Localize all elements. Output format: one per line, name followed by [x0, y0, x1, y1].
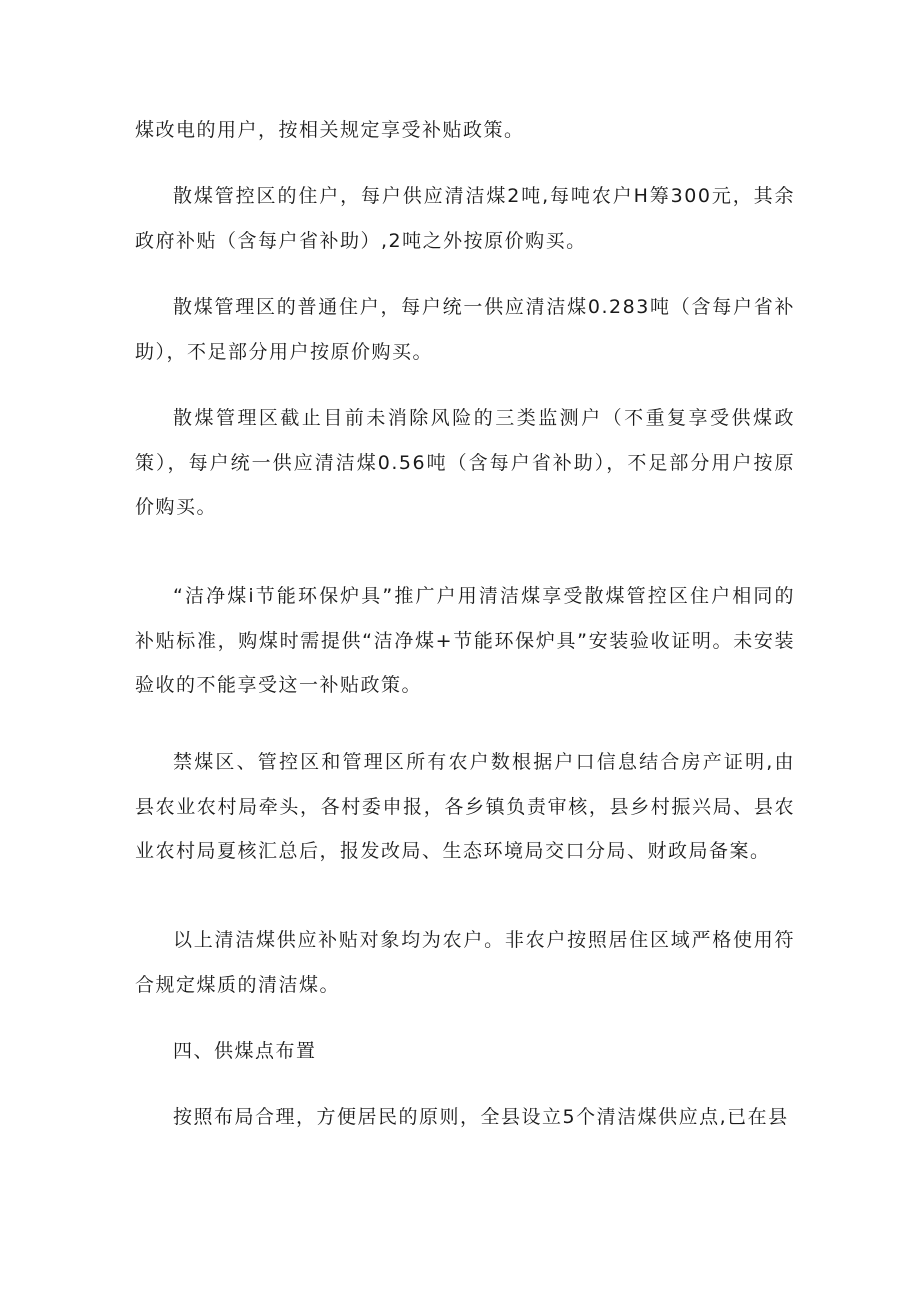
paragraph-supply-point-layout: 按照布局合理，方便居民的原则，全县设立5个清洁煤供应点,已在县: [173, 1106, 789, 1128]
paragraph-coal-to-electric: 煤改电的用户，按相关规定享受补贴政策。: [135, 119, 525, 141]
paragraph-monitored-households: 散煤管理区截止目前未消除风险的三类监测户（不重复享受供煤政策），每户统一供应清洁煤0.56吨（含每户省补助），不足部分用户按原价购买。: [135, 407, 795, 518]
section-heading-supply-points: 四、供煤点布置: [173, 1040, 317, 1062]
paragraph-clean-stove-households: “洁净煤i节能环保炉具”推广户用清洁煤享受散煤管控区住户相同的补贴标准，购煤时需提供“洁净煤+节能环保炉具”安装验收证明。未安装验收的不能享受这一补贴政策。: [135, 585, 795, 696]
paragraph-management-zone: 散煤管理区的普通住户，每户统一供应清洁煤0.283吨（含每户省补助），不足部分用户按原价购买。: [135, 296, 795, 363]
paragraph-subsidy-targets: 以上清洁煤供应补贴对象均为农户。非农户按照居住区域严格使用符合规定煤质的清洁煤。: [135, 929, 795, 996]
paragraph-household-verification: 禁煤区、管控区和管理区所有农户数根据户口信息结合房产证明,由县农业农村局牵头，各村委申报，各乡镇负责审核，县乡村振兴局、县农业农村局夏核汇总后，报发改局、生态环境局交口分局、财政局备案。: [135, 751, 795, 862]
paragraph-control-zone: 散煤管控区的住户，每户供应清洁煤2吨,每吨农户H筹300元，其余政府补贴（含每户省补助）,2吨之外按原价购买。: [135, 185, 795, 252]
